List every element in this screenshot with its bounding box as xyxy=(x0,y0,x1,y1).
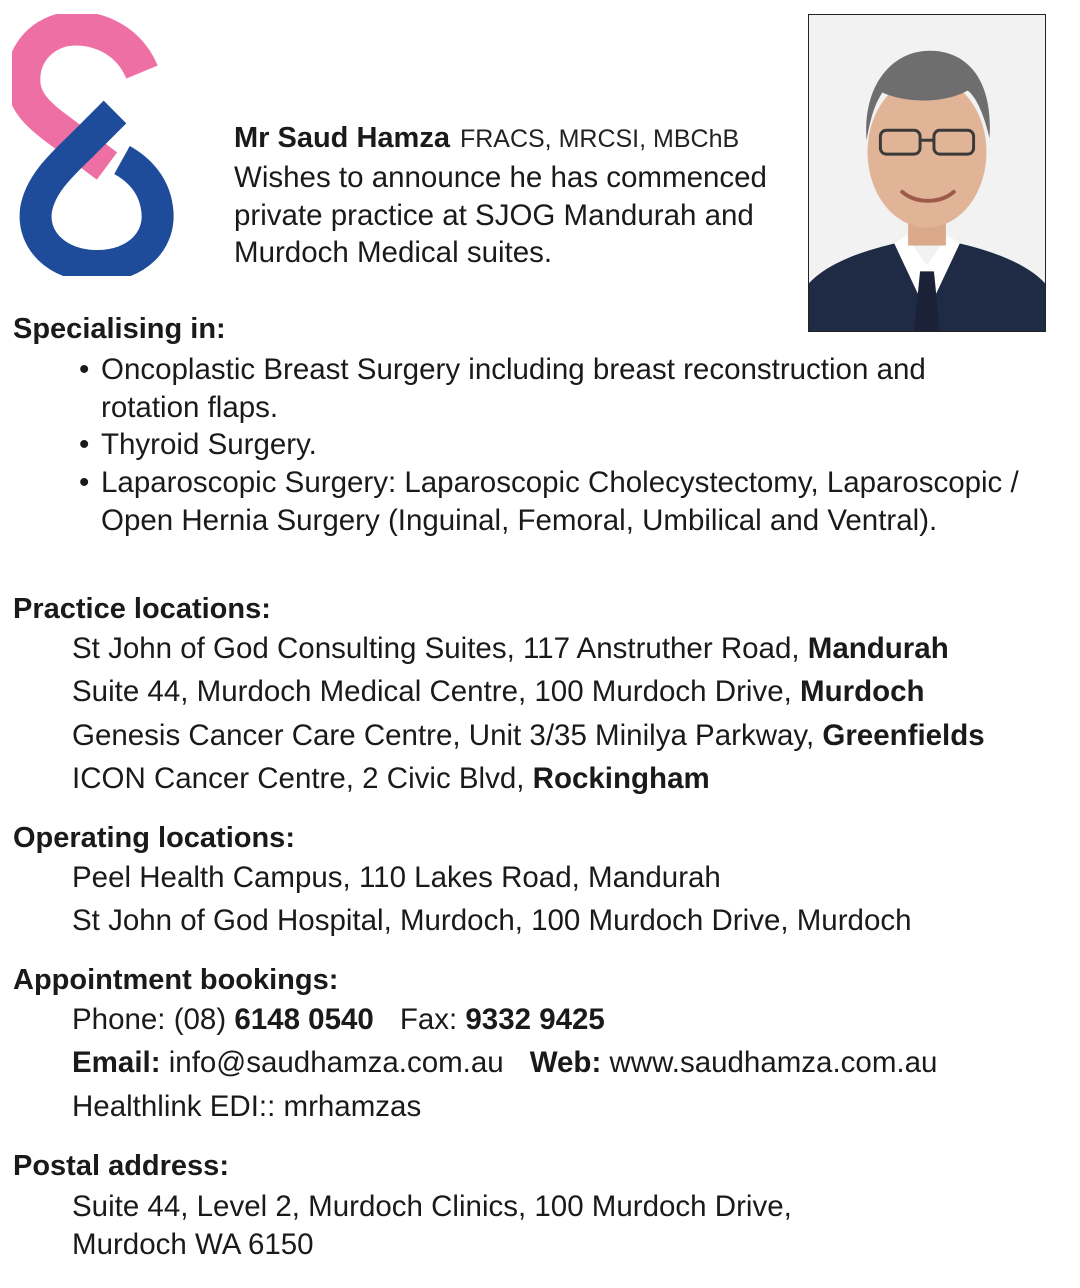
practice-suburb: Rockingham xyxy=(532,761,710,795)
practice-suburb: Murdoch xyxy=(800,675,925,709)
operating-list xyxy=(13,856,1063,943)
operating-section xyxy=(13,820,1063,943)
name-line xyxy=(234,118,804,159)
appointments-section xyxy=(13,962,1063,1128)
list-item xyxy=(72,627,1063,670)
list-item xyxy=(72,714,1063,757)
practice-list xyxy=(13,627,1063,800)
postal-section xyxy=(13,1148,1063,1263)
web-label: Web: xyxy=(529,1046,602,1080)
practice-heading: Practice locations: xyxy=(13,593,271,625)
specialising-section xyxy=(13,311,1063,540)
postal-line-2: Murdoch WA 6150 xyxy=(72,1227,314,1261)
practice-suburb: Greenfields xyxy=(822,718,985,752)
appointments-list xyxy=(13,998,1063,1128)
list-item xyxy=(72,757,1063,800)
list-item: St John of God Hospital, Murdoch, 100 Murdoch Drive, Murdoch xyxy=(72,904,912,938)
portrait-photo xyxy=(808,14,1046,332)
portrait-icon xyxy=(809,15,1045,331)
list-item: • Laparoscopic Surgery: Laparoscopic Cholecystectomy, Laparoscopic / Open Hernia Surgery (Inguinal, Femoral, Umbilical and Ventral). xyxy=(79,464,1021,539)
practice-address: ICON Cancer Centre, 2 Civic Blvd, xyxy=(72,761,533,795)
sjog-logo xyxy=(12,14,177,276)
list-item: • Oncoplastic Breast Surgery including breast reconstruction and rotation flaps. xyxy=(79,351,1021,426)
qualifications: FRACS, MRCSI, MBChB xyxy=(459,125,740,153)
email-web-line xyxy=(72,1041,1063,1084)
practice-section xyxy=(13,591,1063,800)
fax-number: 9332 9425 xyxy=(465,1003,605,1036)
list-item xyxy=(72,670,1063,713)
specialising-heading: Specialising in: xyxy=(13,313,226,345)
list-item: Peel Health Campus, 110 Lakes Road, Mandurah xyxy=(72,861,721,894)
practice-address: Genesis Cancer Care Centre, Unit 3/35 Minilya Parkway, xyxy=(72,718,823,752)
doctor-name: Mr Saud Hamza xyxy=(234,122,450,154)
postal-heading: Postal address: xyxy=(13,1150,229,1182)
list-item: • Thyroid Surgery. xyxy=(79,426,1021,464)
fax-label: Fax: xyxy=(399,1003,466,1036)
intro-block xyxy=(234,118,804,272)
practice-address: St John of God Consulting Suites, 117 Anstruther Road, xyxy=(72,632,808,665)
operating-heading: Operating locations: xyxy=(13,822,295,854)
web-link[interactable]: www.saudhamza.com.au xyxy=(609,1046,938,1080)
email-label: Email: xyxy=(72,1046,161,1080)
phone-label: Phone: (08) xyxy=(72,1003,235,1036)
appointments-heading: Appointment bookings: xyxy=(13,964,339,996)
sjog-logo-icon xyxy=(12,14,177,276)
announcement: Wishes to announce he has commenced private practice at SJOG Mandurah and Murdoch Medical suites. xyxy=(234,161,767,269)
healthlink-line: Healthlink EDI:: mrhamzas xyxy=(72,1089,422,1123)
postal-address xyxy=(13,1188,1063,1263)
practice-suburb: Mandurah xyxy=(807,632,949,665)
phone-fax-line xyxy=(72,998,1063,1041)
practice-address: Suite 44, Murdoch Medical Centre, 100 Murdoch Drive, xyxy=(72,675,801,709)
specialising-list xyxy=(13,351,1063,540)
email-link[interactable]: info@saudhamza.com.au xyxy=(168,1046,504,1080)
postal-line-1: Suite 44, Level 2, Murdoch Clinics, 100 Murdoch Drive, xyxy=(72,1190,792,1223)
phone-number: 6148 0540 xyxy=(234,1003,374,1036)
